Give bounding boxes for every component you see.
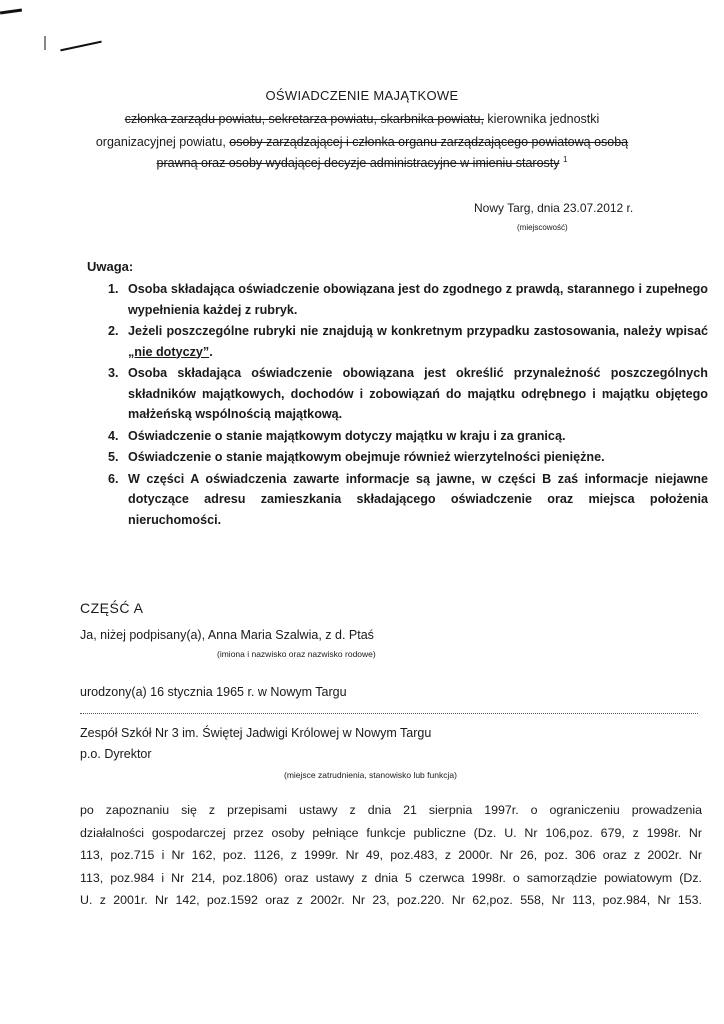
paragraph-line: 113, poz.984 i Nr 214, poz.1806) oraz ustawy z dnia 5 czerwca 1998r. o samorządzie powiatowym (Dz. [80,870,702,885]
position-line: p.o. Dyrektor [80,747,152,761]
header-text-2: organizacyjnej powiatu, [95,135,230,149]
header-struck-text-3: prawną oraz osoby wydającej decyzje administracyjne w imieniu starosty [156,156,560,171]
workplace-line: Zespół Szkół Nr 3 im. Świętej Jadwigi Królowej w Nowym Targu [80,726,432,740]
scan-mark-margin [44,36,46,50]
notice-item: 1. Osoba składająca oświadczenie obowiązana jest do zgodnego z prawdą, starannego i zupełnego wypełnienia każdej z rubryk. [108,282,708,317]
workplace-caption: (miejsce zatrudnienia, stanowisko lub funkcja) [284,770,457,780]
footnote-marker: 1 [563,155,568,164]
notice-item: 4. Oświadczenie o stanie majątkowym dotyczy majątku w kraju i za granicą. [108,428,566,443]
notice-item: 5. Oświadczenie o stanie majątkowym obejmuje również wierzytelności pieniężne. [108,450,605,464]
notice-list [108,279,708,531]
notice-item: 2. Jeżeli poszczególne rubryki nie znajdują w konkretnym przypadku zastosowania, należy wpisać „nie dotyczy”. [108,324,708,359]
notice-heading: Uwaga: [87,259,134,274]
document-title: OŚWIADCZENIE MAJĄTKOWE [265,88,459,103]
header-struck-text-1: członka zarządu powiatu, sekretarza powiatu, skarbnika powiatu, [124,112,484,126]
paragraph-line: U. z 2001r. Nr 142, poz.1592 oraz z 2002r. Nr 23, poz.220. Nr 62,poz. 558, Nr 113, poz.984, Nr 153. [80,893,702,907]
dotted-separator [80,713,698,714]
header-line-1 [0,112,724,126]
scan-mark-pen-stroke [60,41,101,52]
place-caption: (miejscowość) [517,223,568,232]
birth-line: urodzony(a) 16 stycznia 1965 r. w Nowym Targu [80,685,347,699]
legal-paragraph [80,799,702,912]
paragraph-line: po zapoznaniu się z przepisami ustawy z dnia 21 sierpnia 1997r. o ograniczeniu prowadzenia [80,803,702,817]
declarant-caption: (imiona i nazwisko oraz nazwisko rodowe) [217,649,376,659]
declarant-line: Ja, niżej podpisany(a), Anna Maria Szalwia, z d. Ptaś [80,628,374,642]
header-line-2 [0,135,724,149]
notice-item: 6. W części A oświadczenia zawarte informacje są jawne, w części B zaś informacje niejawne dotyczące adresu zamieszkania składającego oświadczenie oraz miejsca położenia nieruchomości. [108,471,708,527]
paragraph-line: 113, poz.715 i Nr 162, poz. 1126, z 1999r. Nr 49, poz.483, z 2000r. Nr 26, poz. 306 oraz z 2002r. Nr [80,848,702,862]
place-date: Nowy Targ, dnia 23.07.2012 r. [474,201,634,215]
header-struck-text-2: osoby zarządzającej i członka organu zarządzającego powiatową osobą [229,135,629,149]
header-line-3 [0,155,724,170]
header-text-1: kierownika jednostki [483,112,600,126]
notice-item: 3. Osoba składająca oświadczenie obowiązana jest określić przynależność poszczególnych składników majątkowych, dochodów i zobowiązań do majątku odrębnego i majątku objętego małżeńską wspólnością majątkową. [108,366,708,421]
scan-mark-top [0,8,22,14]
part-a-heading: CZĘŚĆ A [80,600,144,616]
paragraph-line: działalności gospodarczej przez osoby pełniące funkcje publiczne (Dz. U. Nr 106,poz. 679, z 1998r. Nr [80,825,702,840]
not-applicable-phrase: „nie dotyczy” [128,344,210,359]
